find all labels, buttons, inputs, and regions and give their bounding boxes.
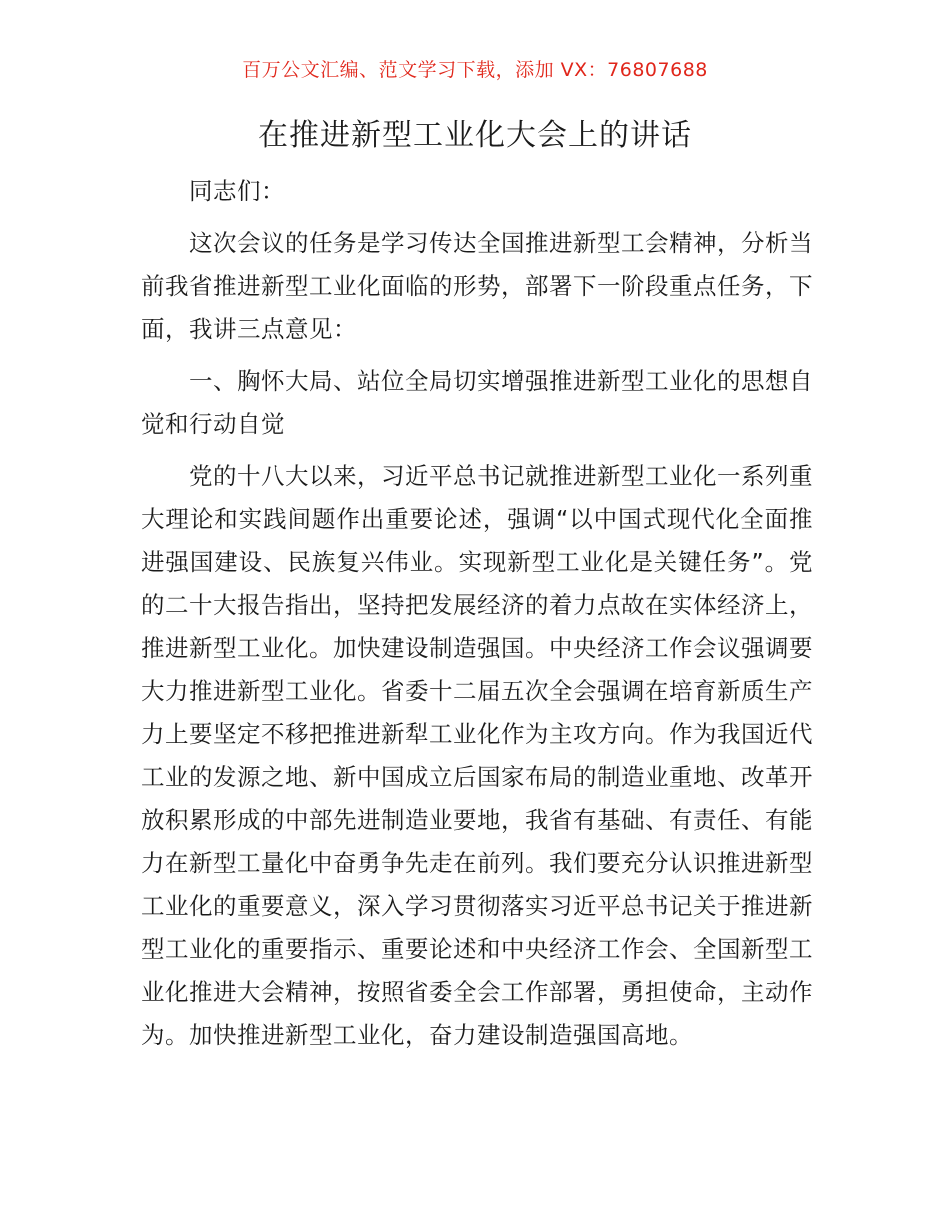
header-note: 百万公文汇编、范文学习下载，添加 VX：76807688 — [242, 59, 708, 81]
page-title: 在推进新型工业化大会上的讲话 — [258, 118, 692, 153]
paragraph-intro: 这次会议的任务是学习传达全国推进新型工会精神，分析当前我省推进新型工业化面临的形势，部署下一阶段重点任务，下面，我讲三点意见： — [141, 229, 813, 343]
section-heading-1: 一、胸怀大局、站位全局切实增强推进新型工业化的思想自觉和行动自觉 — [141, 367, 813, 438]
paragraph-body: 党的十八大以来，习近平总书记就推进新型工业化一系列重大理论和实践间题作出重要论述，强调“以中国式现代化全面推进强国建设、民族复兴伟业。实现新型工业化是关键任务”。党的二十大报告指出，坚持把发展经济的着力点故在实体经济上，推进新型工业化。加快建设制造强国。中央经济工作会议强调要大力推进新型工业化。省委十二届五次全会强调在培育新质生产力上要坚定不移把推进新犁工业化作为主攻方向。作为我国近代工业的发源之地、新中国成立后国家布局的制造业重地、改革开放积累形成的中部先进制造业要地，我省有基础、有责任、有能力在新型工量化中奋勇争先走在前列。我们要充分认识推进新型工业化的重要意义，深入学习贯彻落实习近平总书记关于推进新型工业化的重要指示、重要论述和中央经济工作会、全国新型工业化推进大会精神，按照省委全会工作部署，勇担使命，主动作为。加快推进新型工业化，奋力建设制造强国高地。 — [141, 462, 813, 1049]
document-body — [141, 170, 813, 1066]
greeting: 同志们： — [189, 177, 285, 205]
